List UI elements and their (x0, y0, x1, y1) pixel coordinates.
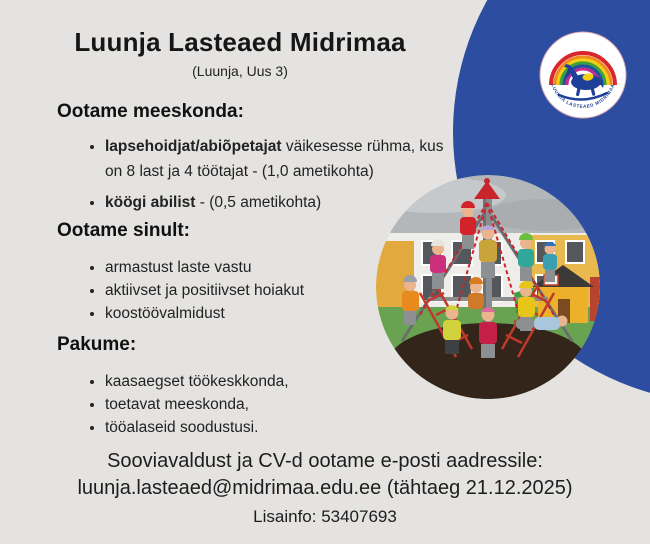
email-and-deadline: luunja.lasteaed@midrimaa.edu.ee (tähtaeg 21.12.2025) (77, 477, 573, 499)
section-heading: Pakume: (57, 334, 137, 355)
section-expectations (57, 220, 304, 325)
page-title: Luunja Lasteaed Midrimaa (74, 27, 406, 57)
list-item: • tööalaseid soodustusi. (105, 416, 289, 439)
logo-caption: LUUNJA LASTEAED MIDRIMAA (550, 83, 616, 109)
address-subtitle: (Luunja, Uus 3) (192, 63, 288, 79)
section-heading: Ootame meeskonda: (57, 101, 244, 122)
list-item: • toetavat meeskonda, (105, 393, 289, 416)
kindergarten-logo (539, 31, 627, 119)
list-item: • kaasaegset töökeskkonda, (105, 370, 289, 393)
phone-info: Lisainfo: 53407693 (253, 507, 397, 526)
bullet-list (57, 256, 304, 325)
rainbow-rocking-horse-icon (539, 31, 627, 119)
apply-instruction: Sooviavaldust ja CV-d ootame e-posti aadressile: (107, 450, 543, 472)
bullet-list (57, 134, 449, 215)
bullet-list (57, 370, 289, 439)
section-heading: Ootame sinult: (57, 220, 191, 241)
list-item: • armastust laste vastu (105, 256, 304, 279)
list-item: • koostöövalmidust (105, 302, 304, 325)
contact-footer (0, 448, 650, 530)
section-offer (57, 334, 289, 439)
section-team-openings (57, 101, 449, 215)
header (55, 27, 425, 79)
list-item: • köögi abilist - (0,5 ametikohta) (105, 190, 449, 215)
list-item: • aktiivset ja positiivset hoiakut (105, 279, 304, 302)
list-item: • lapsehoidjat/abiõpetajat väikesesse rühma, kus on 8 last ja 4 töötajat - (1,0 ametikohta) (105, 134, 449, 184)
